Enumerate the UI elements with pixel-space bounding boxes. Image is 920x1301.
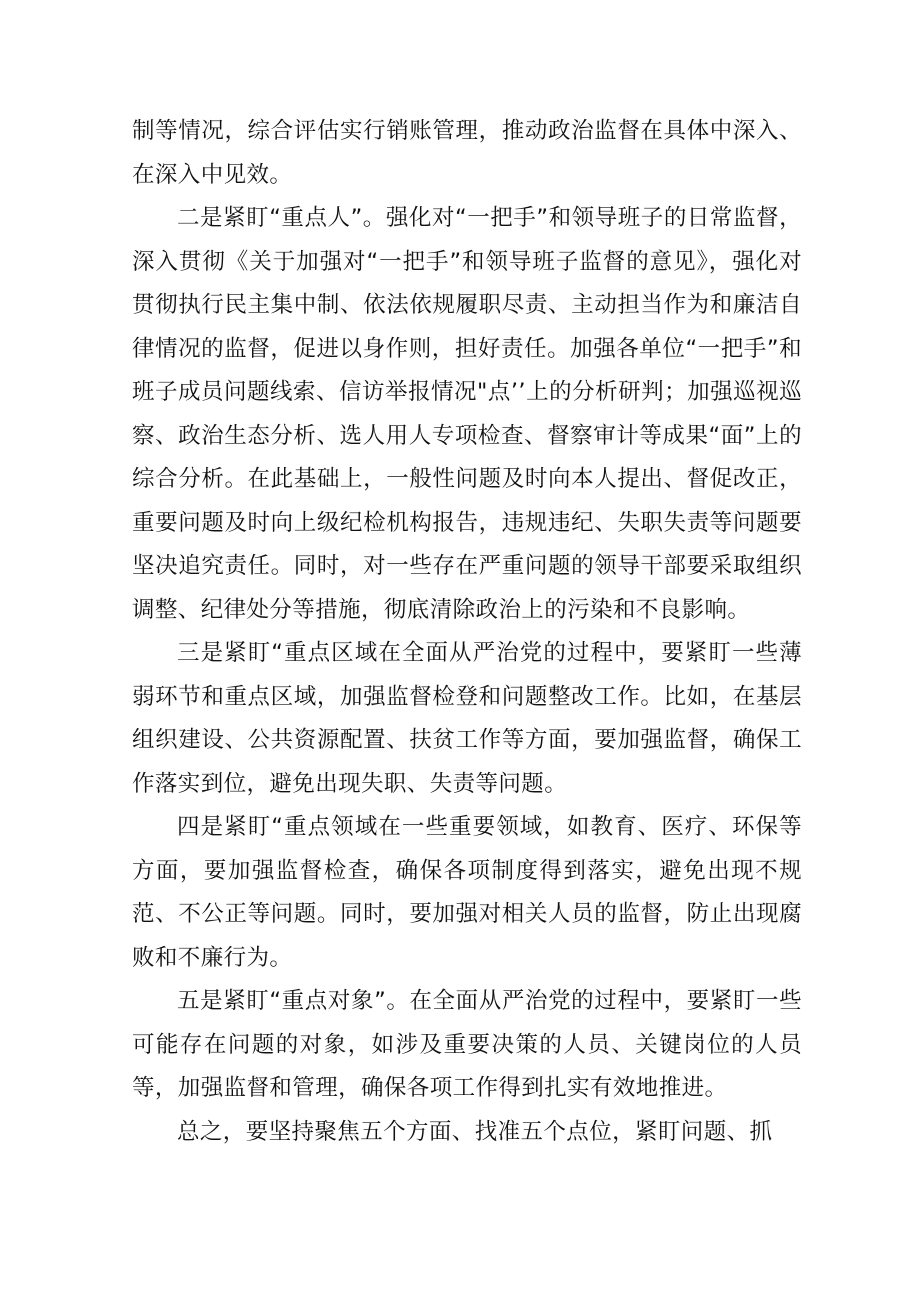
paragraph-summary: 总之，要坚持聚焦五个方面、找准五个点位，紧盯问题、抓 — [177, 1118, 773, 1145]
paragraph-continuation: 制等情况，综合评估实行销账管理，推动政治监督在具体中深入、在深入中见效。 — [132, 118, 802, 188]
paragraph-key-persons: 二是紧盯“重点人”。强化对“一把手”和领导班子的日常监督，深入贯彻《关于加强对“一把手”和领导班子监督的意见》，强化对贯彻执行民主集中制、依法依规履职尽责、主动担当作为和廉洁自律情况的监督，促进以身作则，担好责任。加强各单位“一把手”和班子成员问题线索、信访举报情况"点’’上的分析研判；加强巡视巡察、政治生态分析、选人用人专项检查、督察审计等成果“面”上的综合分析。在此基础上，一般性问题及时向本人提出、督促改正，重要问题及时向上级纪检机构报告，违规违纪、失职失责等问题要坚决追究责任。同时，对一些存在严重问题的领导干部要采取组织调整、纪律处分等措施，彻底清除政治上的污染和不良影响。 — [132, 205, 802, 623]
paragraph-key-fields: 四是紧盯“重点领域在一些重要领域，如教育、医疗、环保等方面，要加强监督检查，确保各项制度得到落实，避免出现不规范、不公正等问题。同时，要加强对相关人员的监督，防止出现腐败和不廉行为。 — [132, 814, 802, 971]
paragraph-key-targets: 五是紧盯“重点对象”。在全面从严治党的过程中，要紧盯一些可能存在问题的对象，如涉及重要决策的人员、关键岗位的人员等，加强监督和管理，确保各项工作得到扎实有效地推进。 — [132, 988, 802, 1101]
paragraph-key-areas: 三是紧盯“重点区域在全面从严治党的过程中，要紧盯一些薄弱环节和重点区域，加强监督检登和问题整改工作。比如，在基层组织建设、公共资源配置、扶贫工作等方面，要加强监督，确保工作落实到位，避免出现失职、失责等问题。 — [132, 640, 802, 797]
